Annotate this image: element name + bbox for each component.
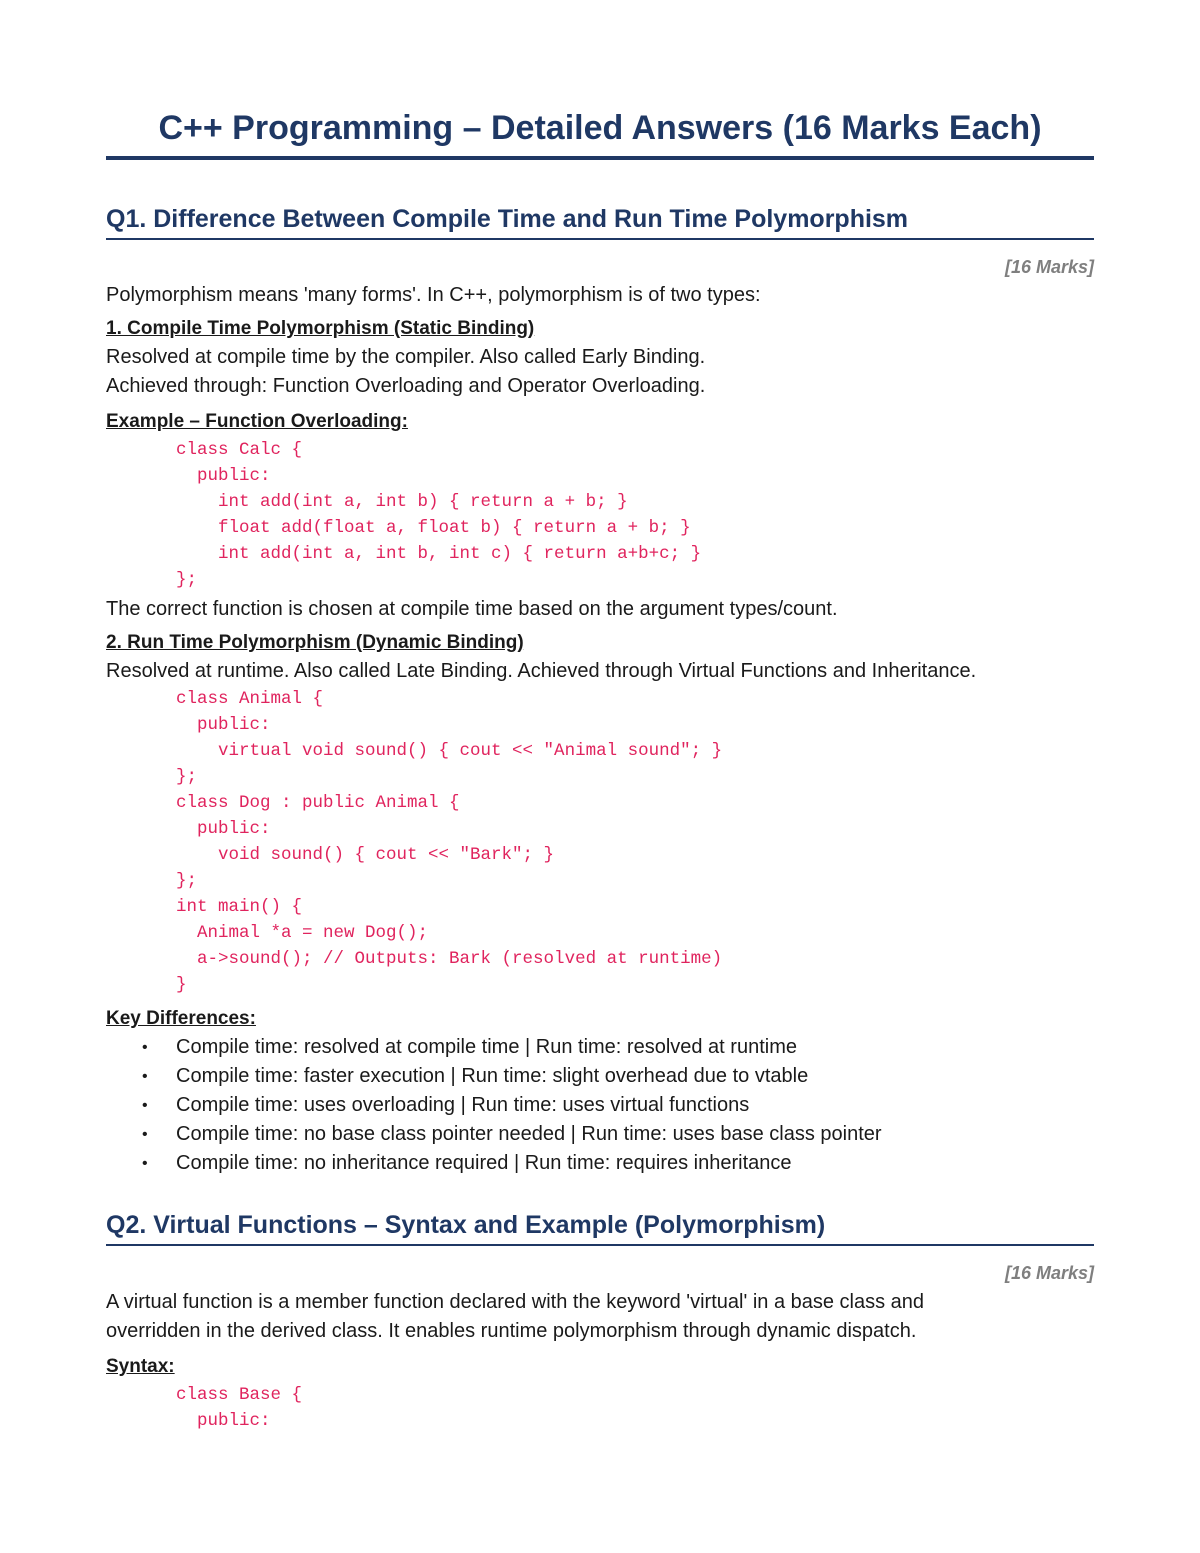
code-line: public:: [176, 715, 271, 735]
q1-heading: Q1. Difference Between Compile Time and Run Time Polymorphism: [106, 204, 1094, 240]
q2-intro-line-2: overridden in the derived class. It enables runtime polymorphism through dynamic dispatch.: [106, 1320, 917, 1342]
compile-time-heading: 1. Compile Time Polymorphism (Static Binding): [106, 318, 535, 339]
q1-marks: [16 Marks]: [1004, 257, 1094, 277]
title-divider: [106, 156, 1094, 160]
code-line: float add(float a, float b) { return a + b; }: [176, 518, 691, 538]
code-line: class Animal {: [176, 689, 324, 709]
bullet-icon: •: [142, 1126, 148, 1143]
list-item-text: Compile time: uses overloading | Run time: uses virtual functions: [176, 1094, 750, 1116]
compile-time-note: The correct function is chosen at compile time based on the argument types/count.: [106, 598, 838, 620]
document-page: [106, 0, 1094, 1434]
list-item-text: Compile time: faster execution | Run time: slight overhead due to vtable: [176, 1065, 809, 1087]
code-block-virtual: [106, 686, 1094, 998]
code-line: int add(int a, int b) { return a + b; }: [176, 492, 628, 512]
code-line: };: [176, 871, 198, 891]
bullet-icon: •: [142, 1039, 148, 1056]
key-differences-list: [106, 1033, 1094, 1178]
code-line: }: [176, 975, 187, 995]
code-line: public:: [176, 819, 271, 839]
code-line: Animal *a = new Dog();: [176, 923, 429, 943]
code-block-overloading: [106, 437, 1094, 593]
bullet-icon: •: [142, 1155, 148, 1172]
list-item-text: Compile time: no inheritance required | Run time: requires inheritance: [176, 1152, 792, 1174]
list-item: [106, 1091, 1094, 1120]
run-time-heading: 2. Run Time Polymorphism (Dynamic Binding): [106, 632, 524, 653]
q1-intro: Polymorphism means 'many forms'. In C++, polymorphism is of two types:: [106, 284, 761, 306]
code-line: class Base {: [176, 1385, 303, 1405]
key-differences-heading: Key Differences:: [106, 1008, 256, 1029]
q2-heading: Q2. Virtual Functions – Syntax and Example (Polymorphism): [106, 1210, 1094, 1246]
document-title: C++ Programming – Detailed Answers (16 Marks Each): [158, 109, 1042, 147]
example-heading: Example – Function Overloading:: [106, 411, 408, 432]
list-item-text: Compile time: resolved at compile time | Run time: resolved at runtime: [176, 1036, 797, 1058]
code-line: public:: [176, 1411, 271, 1431]
code-line: virtual void sound() { cout << "Animal sound"; }: [176, 741, 723, 761]
code-line: class Dog : public Animal {: [176, 793, 460, 813]
list-item-text: Compile time: no base class pointer needed | Run time: uses base class pointer: [176, 1123, 882, 1145]
code-line: int main() {: [176, 897, 303, 917]
list-item: [106, 1120, 1094, 1149]
list-item: [106, 1033, 1094, 1062]
compile-time-line-1: Resolved at compile time by the compiler. Also called Early Binding.: [106, 346, 706, 368]
code-line: void sound() { cout << "Bark"; }: [176, 845, 555, 865]
q2-marks: [16 Marks]: [1004, 1263, 1094, 1283]
bullet-icon: •: [142, 1068, 148, 1085]
code-line: a->sound(); // Outputs: Bark (resolved at runtime): [176, 949, 723, 969]
code-line: public:: [176, 466, 271, 486]
list-item: [106, 1062, 1094, 1091]
code-line: };: [176, 767, 198, 787]
run-time-line-1: Resolved at runtime. Also called Late Binding. Achieved through Virtual Functions and Inheritance.: [106, 660, 977, 682]
code-block-syntax: [106, 1382, 1094, 1434]
code-line: int add(int a, int b, int c) { return a+b+c; }: [176, 544, 702, 564]
list-item: [106, 1149, 1094, 1178]
q2-intro-line-1: A virtual function is a member function declared with the keyword 'virtual' in a base class and: [106, 1291, 925, 1313]
syntax-heading: Syntax:: [106, 1356, 175, 1377]
code-line: class Calc {: [176, 440, 303, 460]
compile-time-line-2: Achieved through: Function Overloading and Operator Overloading.: [106, 375, 706, 397]
code-line: };: [176, 570, 198, 590]
bullet-icon: •: [142, 1097, 148, 1114]
